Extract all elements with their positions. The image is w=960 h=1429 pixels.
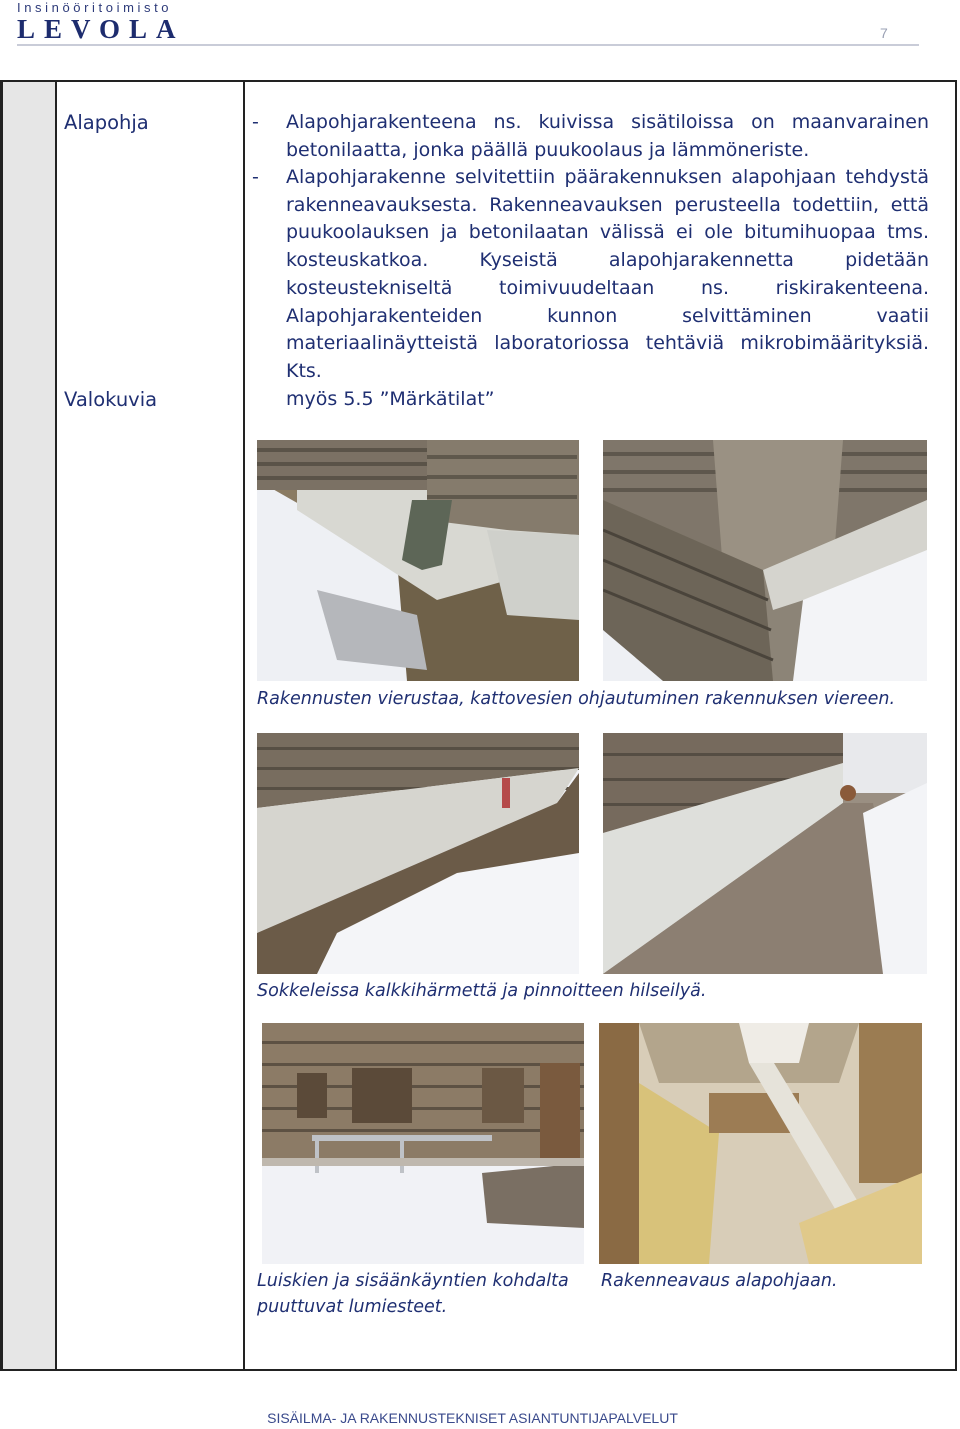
text-line: kosteustekniseltä toimivuudeltaan ns. riskirakenteena. (286, 276, 929, 299)
text-line: Alapohjarakenteena ns. kuivissa sisätiloissa on maanvarainen (286, 111, 929, 133)
text-line: materiaalinäytteistä laboratoriossa tehtäviä mikrobimäärityksiä. Kts. (286, 332, 929, 382)
bullet-paragraph-1 (286, 109, 929, 164)
photo-plinth-snow-left (257, 733, 579, 974)
table-border-bottom (0, 1369, 957, 1371)
row-label-valokuvia: Valokuvia (64, 388, 158, 411)
table-border-right (955, 80, 957, 1371)
caption-photo-6: Rakenneavaus alapohjaan. (601, 1271, 838, 1291)
photo-log-corner-downspout (257, 440, 579, 681)
caption-photos-3-4: Sokkeleissa kalkkihärmettä ja pinnoitteen hilseilyä. (257, 981, 707, 1001)
table-border-top (0, 80, 957, 82)
caption-photo-5 (257, 1268, 587, 1320)
text-line: betonilaatta, jonka päällä puukoolaus ja lämmöneriste. (286, 138, 810, 161)
photo-floor-opening (599, 1023, 922, 1264)
photo-log-corner-boardwalk (603, 440, 927, 681)
header-rule (17, 44, 919, 46)
text-line: Alapohjarakenne selvitettiin päärakennuksen alapohjaan tehdystä (286, 166, 929, 188)
text-line: rakenneavauksesta. Rakenneavauksen perusteella todettiin, että (286, 193, 929, 216)
company-logo: LEVOLA (17, 14, 185, 44)
text-line: kosteuskatkoa. Kyseistä alapohjarakennetta pidetään (286, 249, 929, 272)
text-line: puukoolauksen ja betonilaatan välissä ei ole bitumihuopaa tms. (286, 221, 929, 244)
table-divider-2 (243, 80, 245, 1371)
table-border-left (0, 80, 3, 1371)
bullet-dash: - (252, 111, 259, 133)
table-divider-1 (55, 80, 57, 1371)
caption-photos-1-2: Rakennusten vierustaa, kattovesien ohjautuminen rakennuksen viereen. (257, 689, 896, 709)
photo-plinth-gravel-right (603, 733, 927, 974)
photo-entrance-ramp (262, 1023, 584, 1264)
bullet-dash: - (252, 166, 259, 188)
text-line: Alapohjarakenteiden kunnon selvittäminen vaatii (286, 304, 929, 327)
caption-line: Luiskien ja sisäänkäyntien kohdalta (257, 1271, 569, 1291)
company-subtitle: Insinööritoimisto (17, 0, 173, 15)
text-line: myös 5.5 ”Märkätilat” (286, 387, 495, 410)
page-footer: SISÄILMA- JA RAKENNUSTEKNISET ASIANTUNTIJAPALVELUT (267, 1410, 678, 1426)
page-number: 7 (880, 25, 888, 41)
table-margin-column (3, 82, 55, 1369)
caption-line: puuttuvat lumiesteet. (257, 1297, 448, 1317)
bullet-paragraph-2 (286, 164, 929, 413)
row-label-alapohja: Alapohja (64, 111, 149, 134)
